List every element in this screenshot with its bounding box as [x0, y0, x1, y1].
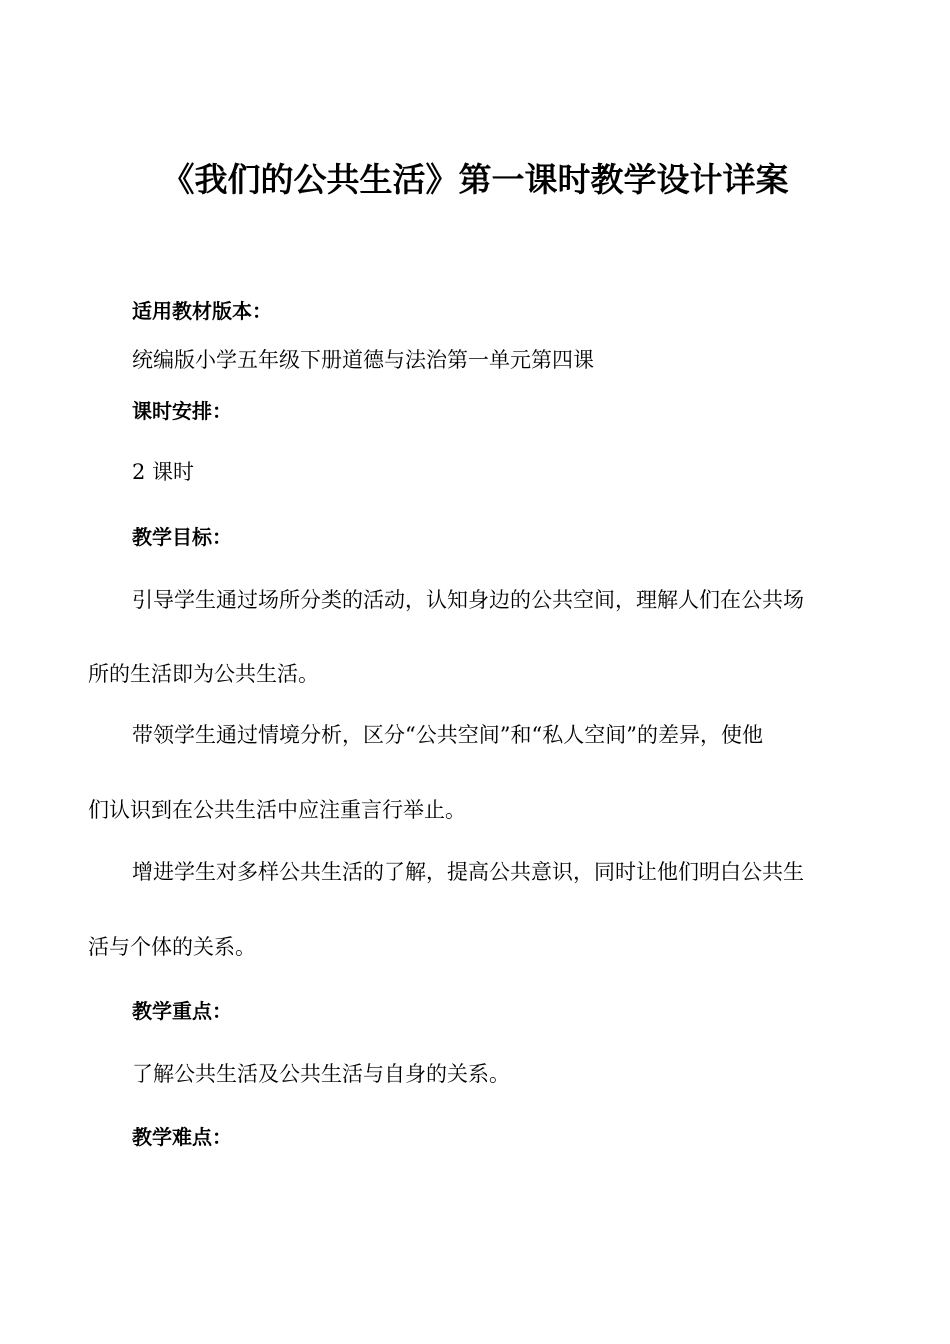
objective-3-line-1: 增进学生对多样公共生活的了解，提高公共意识，同时让他们明白公共生 [132, 860, 804, 884]
objective-3-line-2: 活与个体的关系。 [88, 935, 256, 959]
objectives-label: 教学目标： [132, 525, 232, 549]
objective-2-line-1: 带领学生通过情境分析，区分“公共空间”和“私人空间”的差异，使他 [132, 723, 763, 747]
schedule-value: 2 课时 [132, 460, 195, 484]
textbook-value: 统编版小学五年级下册道德与法治第一单元第四课 [132, 348, 594, 372]
key-points-label: 教学重点： [132, 999, 232, 1023]
objective-1-line-2: 所的生活即为公共生活。 [88, 662, 319, 686]
textbook-label: 适用教材版本： [132, 299, 272, 323]
key-points-value: 了解公共生活及公共生活与自身的关系。 [132, 1062, 510, 1086]
objective-1-line-1: 引导学生通过场所分类的活动，认知身边的公共空间，理解人们在公共场 [132, 588, 804, 612]
difficulties-label: 教学难点： [132, 1125, 232, 1149]
document-title: 《我们的公共生活》第一课时教学设计详案 [161, 160, 789, 199]
objective-2-line-2: 们认识到在公共生活中应注重言行举止。 [88, 798, 466, 822]
schedule-label: 课时安排： [132, 399, 232, 423]
